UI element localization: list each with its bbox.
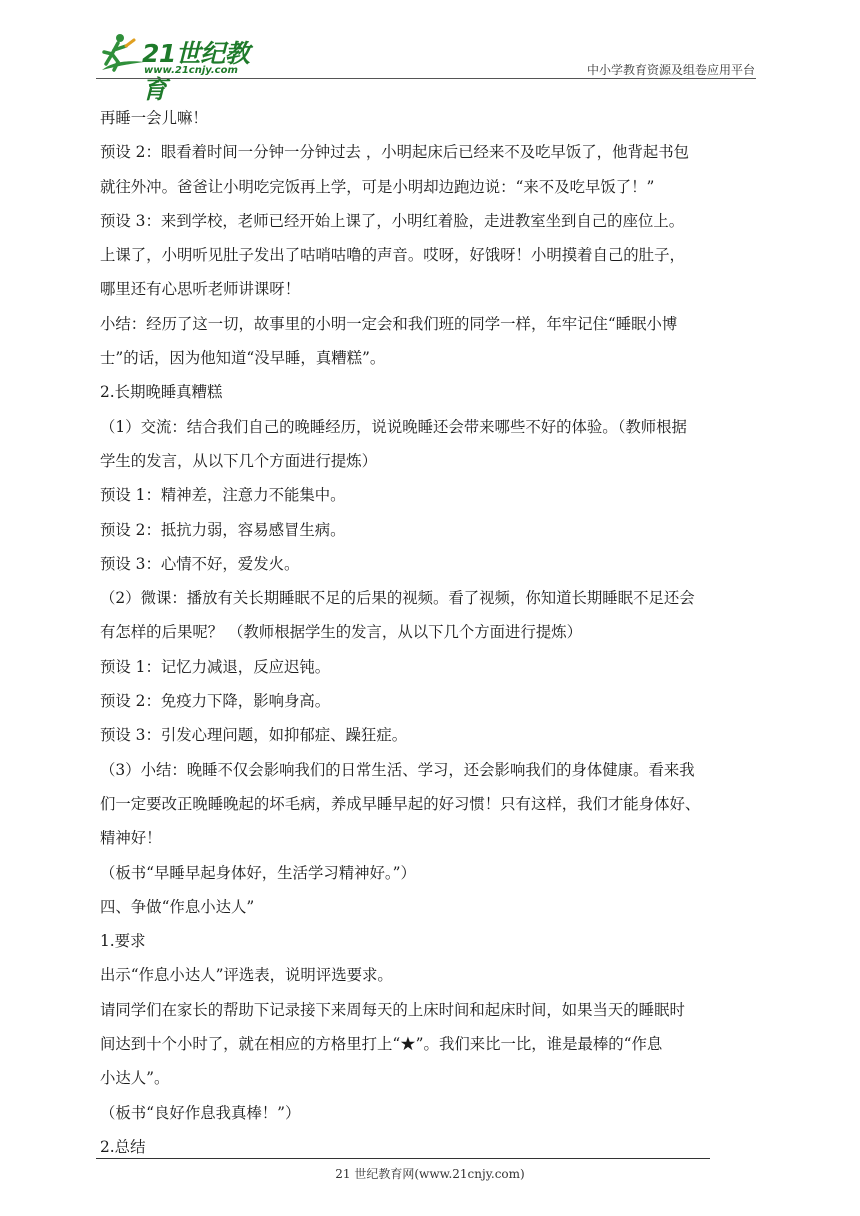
text-line: 小结：经历了这一切，故事里的小明一定会和我们班的同学一样，年牢记住“睡眠小博 (100, 314, 678, 333)
text-line: 预设 2：抵抗力弱，容易感冒生病。 (100, 520, 346, 539)
text-line: 预设 2：眼看着时间一分钟一分钟过去 ，小明起床后已经来不及吃早饭了，他背起书包 (100, 143, 690, 162)
document-body (100, 101, 765, 1164)
page-header (0, 0, 860, 104)
text-line: 小达人”。 (100, 1069, 170, 1088)
text-line: 有怎样的后果呢？ （教师根据学生的发言，从以下几个方面进行提炼） (100, 623, 583, 642)
text-line: 精神好！ (100, 829, 162, 848)
text-line: 预设 3：心情不好，爱发火。 (100, 554, 300, 573)
text-line: 预设 3：来到学校，老师已经开始上课了，小明红着脸，走进教室坐到自己的座位上。 (100, 211, 685, 230)
text-line: 哪里还有心思听老师讲课呀！ (100, 280, 301, 299)
text-line: 上课了，小明听见肚子发出了咕哨咕噜的声音。哎呀，好饿呀！小明摸着自己的肚子， (100, 246, 685, 265)
header-divider (96, 78, 756, 79)
text-line: （板书“早睡早起身体好，生活学习精神好。”） (100, 863, 416, 882)
footer-divider (96, 1158, 710, 1159)
logo-text: 21世纪教育 (142, 39, 250, 104)
section-heading: 2.长期晚睡真糟糕 (100, 383, 223, 402)
text-line: （2）微课：播放有关长期睡眠不足的后果的视频。看了视频，你知道长期睡眠不足还会 (100, 589, 695, 608)
text-line: （3）小结：晚睡不仅会影响我们的日常生活、学习，还会影响我们的身体健康。看来我 (100, 760, 695, 779)
section-heading: 2.总结 (100, 1137, 146, 1156)
section-heading: 1.要求 (100, 932, 146, 951)
text-line: 就往外冲。爸爸让小明吃完饭再上学，可是小明却边跑边说：“来不及吃早饭了！” (100, 177, 655, 196)
text-line: 请同学们在家长的帮助下记录接下来周每天的上床时间和起床时间，如果当天的睡眠时 (100, 1000, 685, 1019)
text-line: 再睡一会儿嘛！ (100, 109, 208, 127)
text-line: 学生的发言，从以下几个方面进行提炼） (100, 451, 378, 470)
text-line: 预设 2：免疫力下降，影响身高。 (100, 692, 331, 711)
text-line: 预设 1：记忆力减退，反应迟钝。 (100, 657, 331, 676)
text-line: 预设 3：引发心理问题，如抑郁症、躁狂症。 (100, 726, 408, 745)
text-line: 出示“作息小达人”评选表，说明评选要求。 (100, 966, 393, 985)
text-line: （板书“良好作息我真棒！”） (100, 1103, 301, 1122)
section-heading: 四、争做“作息小达人” (100, 897, 255, 916)
text-line: （1）交流：结合我们自己的晚睡经历，说说晚睡还会带来哪些不好的体验。（教师根据 (100, 417, 687, 436)
logo-url: www.21cnjy.com (144, 65, 238, 76)
text-line: 间达到十个小时了，就在相应的方格里打上“★”。我们来比一比，谁是最棒的“作息 (100, 1035, 663, 1054)
runner-logo-icon (96, 32, 146, 76)
header-tagline: 中小学教育资源及组卷应用平台 (586, 63, 755, 77)
text-line: 们一定要改正晚睡晚起的坏毛病，养成早睡早起的好习惯！只有这样，我们才能身体好、 (100, 794, 701, 813)
text-line: 预设 1：精神差，注意力不能集中。 (100, 486, 346, 505)
text-line: 士”的话，因为他知道“没早睡，真糟糕”。 (100, 349, 386, 368)
footer-text: 21 世纪教育网(www.21cnjy.com) (335, 1167, 525, 1181)
logo (96, 30, 266, 104)
